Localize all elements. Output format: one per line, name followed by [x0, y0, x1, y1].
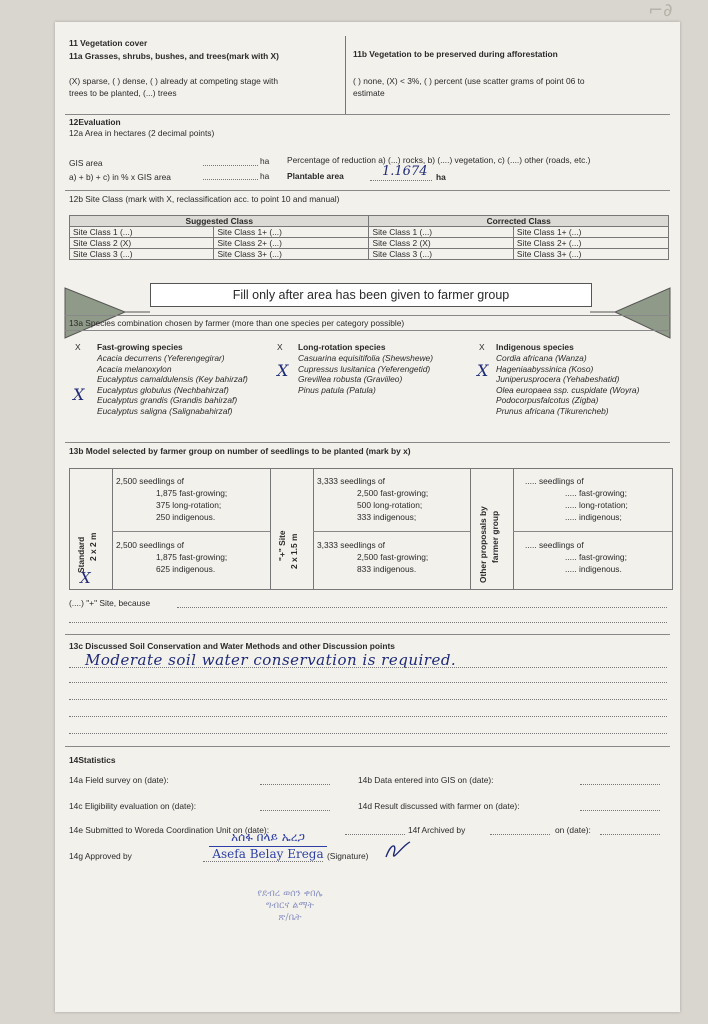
formula-unit: ha — [260, 171, 270, 181]
cell-line: 625 indigenous. — [156, 564, 216, 574]
model-grid — [69, 468, 673, 590]
divider — [513, 531, 672, 532]
site-class-cell[interactable]: Site Class 3 (...) — [70, 249, 214, 260]
cell-line: 3,333 seedlings of — [317, 476, 385, 486]
submitted-label: 14e Submitted to Woreda Coordination Unit on (date): — [69, 825, 270, 835]
species-item: Cupressus lusitanica (Yeferengetid) — [298, 363, 431, 374]
discussion-line[interactable] — [69, 682, 667, 683]
eligibility-label: 14c Eligibility evaluation on (date): — [69, 801, 197, 811]
divider — [345, 36, 346, 114]
plus-site-option-a[interactable] — [317, 475, 428, 523]
divider — [65, 190, 670, 191]
plus-site-option-b[interactable] — [317, 539, 428, 575]
species-item: Eucalyptus grandis (Grandis bahirzaf) — [97, 395, 238, 406]
signature-mark — [383, 839, 413, 863]
standard-option-a[interactable] — [116, 475, 227, 523]
section-13c-title: 13c Discussed Soil Conservation and Water Methods and other Discussion points — [69, 641, 395, 651]
species-item: Juniperusprocera (Yehabeshatid) — [496, 374, 620, 385]
cell-line: 250 indigenous. — [156, 512, 216, 522]
cell-line: 2,500 fast-growing; — [357, 488, 429, 498]
cell-line: 333 indigenous; — [357, 512, 417, 522]
gis-area-label: GIS area — [69, 158, 103, 168]
site-class-cell[interactable]: Site Class 1+ (...) — [513, 227, 668, 238]
divider — [112, 469, 113, 589]
approved-field[interactable] — [203, 861, 323, 862]
divider — [65, 442, 670, 443]
cell-line: ..... long-rotation; — [565, 500, 628, 510]
suggested-class-header: Suggested Class — [70, 216, 369, 227]
plus-site-spacing: 2 x 1.5 m — [289, 533, 299, 569]
reduction-label: Percentage of reduction a) (...) rocks, b) (....) vegetation, c) (....) other (roads, etc.) — [287, 155, 591, 165]
cell-line: 3,333 seedlings of — [317, 540, 385, 550]
field-survey-label: 14a Field survey on (date): — [69, 775, 169, 785]
species-item: Prunus africana (Tikurencheb) — [496, 405, 609, 416]
divider — [313, 531, 470, 532]
section-12-title: 12Evaluation — [69, 117, 121, 127]
cell-line: 500 long-rotation; — [357, 500, 423, 510]
signature-label: (Signature) — [327, 851, 369, 861]
species-item: Eucalyptus globulus (Nechbahirzaf) — [97, 384, 229, 395]
discussion-line[interactable] — [69, 716, 667, 717]
plantable-area-unit: ha — [436, 172, 446, 182]
species-item: Casuarina equisitifolia (Shewshewe) — [298, 353, 433, 363]
result-discussed-label: 14d Result discussed with farmer on (date): — [358, 801, 520, 811]
formula-label: a) + b) + c) in % x GIS area — [69, 172, 171, 182]
gis-area-field[interactable] — [203, 165, 258, 166]
species-item: Podocorpusfalcotus (Zigba) — [496, 395, 599, 406]
divider — [513, 469, 514, 589]
site-class-cell[interactable]: Site Class 1 (...) — [70, 227, 214, 238]
discussion-line[interactable] — [69, 667, 667, 668]
discussion-line[interactable] — [69, 733, 667, 734]
eligibility-field[interactable] — [260, 810, 330, 811]
long-rotation-header: Long-rotation species — [298, 342, 386, 352]
section-11a-line2: trees to be planted, (...) trees — [69, 88, 177, 98]
archived-field[interactable] — [490, 834, 550, 835]
stamp-amharic: አሰፋ በላይ ኤረጋ — [231, 830, 305, 844]
divider — [65, 330, 670, 331]
species-item: Hageniaabyssinica (Koso) — [496, 363, 594, 374]
archived-date-label: on (date): — [555, 825, 591, 835]
site-class-cell[interactable]: Site Class 2 (X) — [70, 238, 214, 249]
other-option-a[interactable] — [517, 475, 628, 523]
section-11b-title: 11b Vegetation to be preserved during afforestation — [353, 49, 558, 59]
table-row — [70, 238, 669, 249]
cell-line: ..... fast-growing; — [565, 488, 627, 498]
other-proposals-label: Other proposals by — [478, 506, 488, 583]
plus-site-because-label: (....) "+" Site, because — [69, 598, 151, 608]
site-class-cell[interactable]: Site Class 2 (X) — [369, 238, 513, 249]
cell-line: 375 long-rotation; — [156, 500, 222, 510]
check-mark[interactable]: X — [73, 385, 85, 404]
field-survey-field[interactable] — [260, 784, 330, 785]
cell-line: 2,500 fast-growing; — [357, 552, 429, 562]
check-mark[interactable]: X — [477, 361, 489, 380]
standard-option-b[interactable] — [116, 539, 227, 575]
site-class-cell[interactable]: Site Class 2+ (...) — [513, 238, 668, 249]
gis-entry-field[interactable] — [580, 784, 660, 785]
gis-area-unit: ha — [260, 156, 270, 166]
divider — [270, 469, 271, 589]
divider — [470, 469, 471, 589]
office-stamp — [230, 888, 350, 924]
plus-site-because-field[interactable] — [69, 622, 667, 623]
form-sheet — [55, 22, 680, 1012]
cell-line: 1,875 fast-growing; — [156, 488, 228, 498]
cell-line: 2,500 seedlings of — [116, 476, 184, 486]
plantable-area-field[interactable] — [370, 180, 432, 181]
indigenous-list — [496, 353, 639, 417]
other-proposals-label: farmer group — [490, 510, 500, 563]
species-item: Grevillea robusta (Graviileo) — [298, 374, 403, 385]
formula-field[interactable] — [203, 179, 258, 180]
divider — [313, 469, 314, 589]
cell-line: ..... indigenous; — [565, 512, 622, 522]
discussion-line[interactable] — [69, 699, 667, 700]
submitted-field[interactable] — [345, 834, 405, 835]
fast-growing-list — [97, 353, 248, 417]
species-item: Acacia decurrens (Yeferengegirar) — [97, 353, 225, 363]
cell-line: 833 indigenous. — [357, 564, 417, 574]
plantable-area-label: Plantable area — [287, 171, 344, 181]
divider — [65, 114, 670, 115]
table-row — [70, 249, 669, 260]
cell-line: 1,875 fast-growing; — [156, 552, 228, 562]
plus-site-label: "+" Site — [277, 530, 287, 561]
stamp-line: የደብረ ወሰን ቀበሌ — [257, 888, 323, 899]
section-12a-title: 12a Area in hectares (2 decimal points) — [69, 128, 215, 138]
plus-site-because-field[interactable] — [177, 607, 667, 608]
page-corner-mark: ⌐∂ — [648, 0, 673, 21]
divider — [65, 746, 670, 747]
discussion-handwritten: Moderate soil water conservation is required. — [85, 651, 457, 669]
fast-growing-header: Fast-growing species — [97, 342, 183, 352]
name-stamp — [203, 830, 333, 861]
site-class-cell[interactable]: Site Class 1 (...) — [369, 227, 513, 238]
indigenous-header: Indigenous species — [496, 342, 574, 352]
standard-spacing: 2 x 2 m — [88, 532, 98, 561]
cell-line: ..... seedlings of — [525, 476, 584, 486]
col1-mark: X — [75, 342, 81, 352]
cell-line: ..... indigenous. — [565, 564, 622, 574]
cell-line: ..... seedlings of — [525, 540, 584, 550]
site-class-cell[interactable]: Site Class 1+ (...) — [214, 227, 369, 238]
section-13a-title: 13a Species combination chosen by farmer (more than one species per category possible) — [69, 318, 405, 328]
banner: Fill only after area has been given to farmer group — [150, 283, 592, 307]
divider — [65, 315, 670, 316]
site-class-cell[interactable]: Site Class 3 (...) — [369, 249, 513, 260]
long-rotation-list — [298, 353, 433, 395]
table-row — [70, 227, 669, 238]
section-11a-line1: (X) sparse, ( ) dense, ( ) already at competing stage with — [69, 76, 278, 86]
check-mark[interactable]: X — [80, 569, 91, 587]
approved-label: 14g Approved by — [69, 851, 132, 861]
species-item: Acacia melanoxylon — [97, 363, 172, 374]
section-11-title: 11 Vegetation cover — [69, 38, 148, 48]
result-discussed-field[interactable] — [580, 810, 660, 811]
species-item: Eucalyptus camaldulensis (Key bahirzaf) — [97, 374, 248, 385]
section-13b-title: 13b Model selected by farmer group on number of seedlings to be planted (mark by x) — [69, 446, 411, 456]
species-item: Cordia africana (Wanza) — [496, 353, 587, 363]
cell-line: ..... fast-growing; — [565, 552, 627, 562]
site-class-cell[interactable]: Site Class 3+ (...) — [214, 249, 369, 260]
species-item: Eucalyptus saligna (Salignabahirzaf) — [97, 405, 233, 416]
divider — [112, 531, 270, 532]
divider — [65, 634, 670, 635]
section-11b-line1: ( ) none, (X) < 3%, ( ) percent (use scatter grams of point 06 to — [353, 76, 585, 86]
section-11a-title: 11a Grasses, shrubs, bushes, and trees(mark with X) — [69, 51, 279, 61]
stamp-line: ጽ/ቤት — [278, 912, 302, 923]
col2-mark: X — [277, 342, 283, 352]
other-option-b[interactable] — [517, 539, 627, 575]
species-item: Pinus patula (Patula) — [298, 384, 376, 395]
corrected-class-header: Corrected Class — [369, 216, 669, 227]
site-class-cell[interactable]: Site Class 3+ (...) — [513, 249, 668, 260]
check-mark[interactable]: X — [277, 361, 289, 380]
site-class-table — [69, 215, 669, 260]
plantable-area-value: 1.1674 — [382, 164, 428, 179]
species-item: Olea europaea ssp. cuspidate (Woyra) — [496, 384, 640, 395]
cell-line: 2,500 seedlings of — [116, 540, 184, 550]
archived-label: 14f Archived by — [408, 825, 466, 835]
section-12b-title: 12b Site Class (mark with X, reclassification acc. to point 10 and manual) — [69, 194, 340, 204]
archived-date-field[interactable] — [600, 834, 660, 835]
section-14-title: 14Statistics — [69, 755, 116, 765]
stamp-line: ግብርና ልማት — [266, 900, 314, 911]
gis-entry-label: 14b Data entered into GIS on (date): — [358, 775, 494, 785]
site-class-cell[interactable]: Site Class 2+ (...) — [214, 238, 369, 249]
stamp-name: Asefa Belay Erega — [209, 846, 327, 861]
col3-mark: X — [479, 342, 485, 352]
standard-label: Standard — [76, 536, 86, 573]
section-11b-line2: estimate — [353, 88, 385, 98]
